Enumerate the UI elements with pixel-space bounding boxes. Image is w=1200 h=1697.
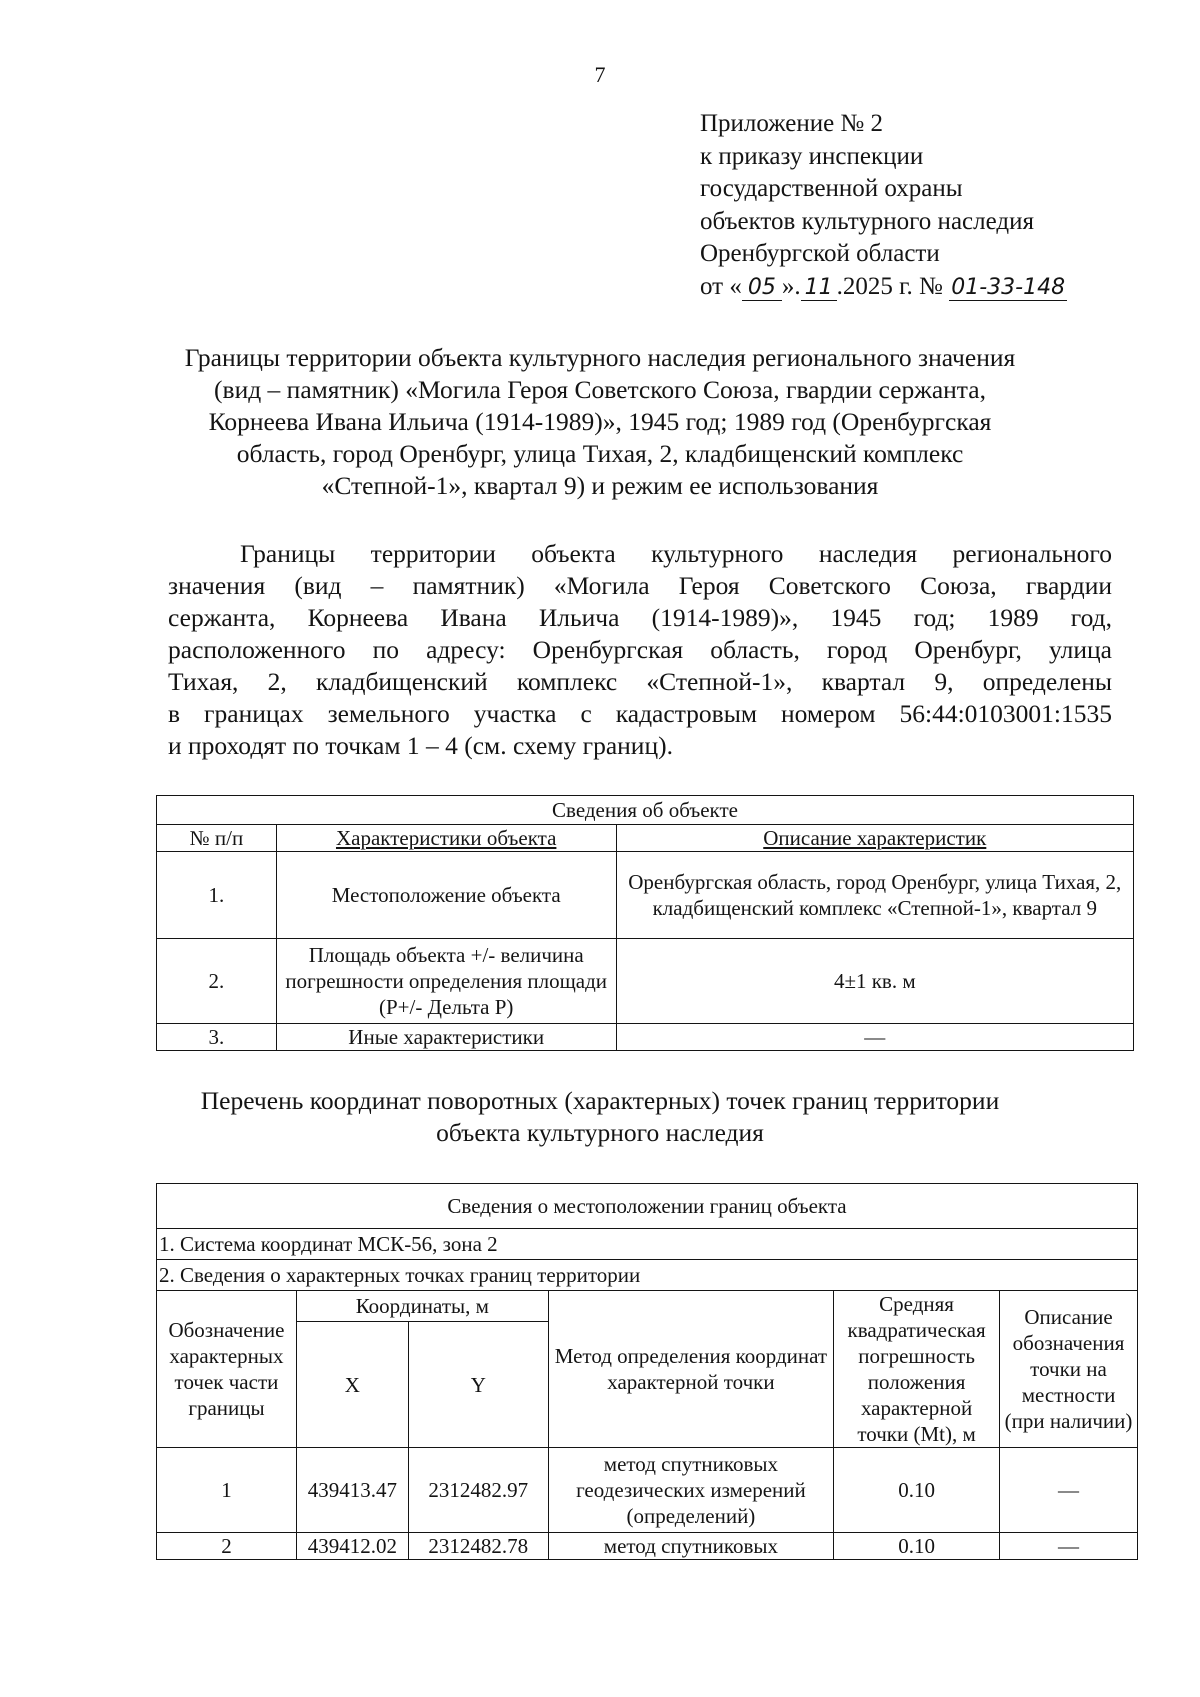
table-row <box>157 1448 1138 1533</box>
table-title: Сведения об объекте <box>157 796 1134 825</box>
paragraph-line: Границы территории объекта культурного наследия регионального <box>240 539 1112 568</box>
row-characteristic: Площадь объекта +/- величина погрешности определения площади (Р+/- Дельта Р) <box>276 939 616 1024</box>
point-description: — <box>1000 1533 1138 1560</box>
appendix-line: Оренбургской области <box>700 240 940 267</box>
coordinate-system: 1. Система координат МСК-56, зона 2 <box>157 1229 1138 1260</box>
column-header-method: Метод определения координат характерной точки <box>548 1291 833 1448</box>
handwritten-month: 11 <box>801 276 837 301</box>
handwritten-day: 05 <box>742 276 782 301</box>
points-section-title: 2. Сведения о характерных точках границ территории <box>157 1260 1138 1291</box>
column-header-y: Y <box>408 1322 548 1448</box>
day-suffix: ». <box>781 272 801 300</box>
paragraph-line: расположенного по адресу: Оренбургская область, город Оренбург, улица <box>168 635 1112 664</box>
coordinate-x: 439413.47 <box>296 1448 408 1533</box>
heading-line: Корнеева Ивана Ильича (1914-1989)», 1945 год; 1989 год (Оренбургская <box>208 407 992 436</box>
column-header-x: X <box>296 1322 408 1448</box>
row-description: — <box>616 1024 1133 1051</box>
year-suffix: .2025 г. № <box>836 272 943 300</box>
point-description: — <box>1000 1448 1138 1533</box>
paragraph-line: в границах земельного участка с кадастровым номером 56:44:0103001:1535 <box>168 699 1112 728</box>
method: метод спутниковых геодезических измерений (определений) <box>548 1448 833 1533</box>
appendix-line: объектов культурного наследия <box>700 207 1034 235</box>
column-header-point: Обозначение характерных точек части границы <box>157 1291 297 1448</box>
appendix-line: государственной охраны <box>700 175 963 202</box>
document-heading <box>120 342 1080 502</box>
table-title-row <box>157 796 1134 825</box>
heading-line: Перечень координат поворотных (характерных) точек границ территории <box>200 1086 1000 1115</box>
row-characteristic: Иные характеристики <box>276 1024 616 1051</box>
appendix-line: к приказу инспекции <box>700 142 924 170</box>
coordinate-y: 2312482.78 <box>408 1533 548 1560</box>
table-header-row <box>157 825 1134 852</box>
table-row <box>157 852 1134 939</box>
paragraph-line: значения (вид – памятник) «Могила Героя Советского Союза, гвардии <box>168 571 1112 600</box>
row-number: 1. <box>157 852 277 939</box>
appendix-title: Приложение № 2 <box>700 110 884 137</box>
table-row <box>157 1533 1138 1560</box>
column-header: Описание характеристик <box>616 825 1133 852</box>
section-row <box>157 1229 1138 1260</box>
row-number: 2. <box>157 939 277 1024</box>
row-description: Оренбургская область, город Оренбург, улица Тихая, 2, кладбищенский комплекс «Степной-1», квартал 9 <box>616 852 1133 939</box>
coordinates-table <box>156 1183 1138 1560</box>
heading-line: объекта культурного наследия <box>436 1118 764 1147</box>
appendix-block <box>700 108 1067 303</box>
handwritten-order-number: 01-33-148 <box>949 276 1067 301</box>
object-info-table <box>156 795 1134 1051</box>
section-row <box>157 1260 1138 1291</box>
coordinates-list-heading <box>120 1085 1080 1149</box>
column-header-coordinates: Координаты, м <box>296 1291 548 1322</box>
column-header-description: Описание обозначения точки на местности (при наличии) <box>1000 1291 1138 1448</box>
row-description: 4±1 кв. м <box>616 939 1133 1024</box>
mean-error: 0.10 <box>834 1533 1000 1560</box>
coordinate-x: 439412.02 <box>296 1533 408 1560</box>
heading-line: область, город Оренбург, улица Тихая, 2, кладбищенский комплекс <box>236 439 964 468</box>
column-header-error: Средняя квадратическая погрешность положения характерной точки (Mt), м <box>834 1291 1000 1448</box>
paragraph-line: Тихая, 2, кладбищенский комплекс «Степной-1», квартал 9, определены <box>168 667 1112 696</box>
order-date-line <box>700 271 1067 304</box>
page-number: 7 <box>594 62 606 87</box>
table-row <box>157 1024 1134 1051</box>
coordinate-y: 2312482.97 <box>408 1448 548 1533</box>
point-id: 2 <box>157 1533 297 1560</box>
heading-line: «Степной-1», квартал 9) и режим ее использования <box>321 471 879 500</box>
boundaries-paragraph <box>168 538 1112 762</box>
method: метод спутниковых <box>548 1533 833 1560</box>
column-header: Характеристики объекта <box>276 825 616 852</box>
heading-line: Границы территории объекта культурного наследия регионального значения <box>184 343 1016 372</box>
mean-error: 0.10 <box>834 1448 1000 1533</box>
date-prefix: от « <box>700 272 742 300</box>
paragraph-line: сержанта, Корнеева Ивана Ильича (1914-1989)», 1945 год; 1989 год, <box>168 603 1112 632</box>
heading-line: (вид – памятник) «Могила Героя Советского Союза, гвардии сержанта, <box>214 375 986 404</box>
table-row <box>157 939 1134 1024</box>
point-id: 1 <box>157 1448 297 1533</box>
table-title-row <box>157 1184 1138 1229</box>
table-title: Сведения о местоположении границ объекта <box>157 1184 1138 1229</box>
row-characteristic: Местоположение объекта <box>276 852 616 939</box>
table-header-row <box>157 1291 1138 1322</box>
paragraph-line: и проходят по точкам 1 – 4 (см. схему границ). <box>168 731 673 760</box>
row-number: 3. <box>157 1024 277 1051</box>
column-header: № п/п <box>157 825 277 852</box>
